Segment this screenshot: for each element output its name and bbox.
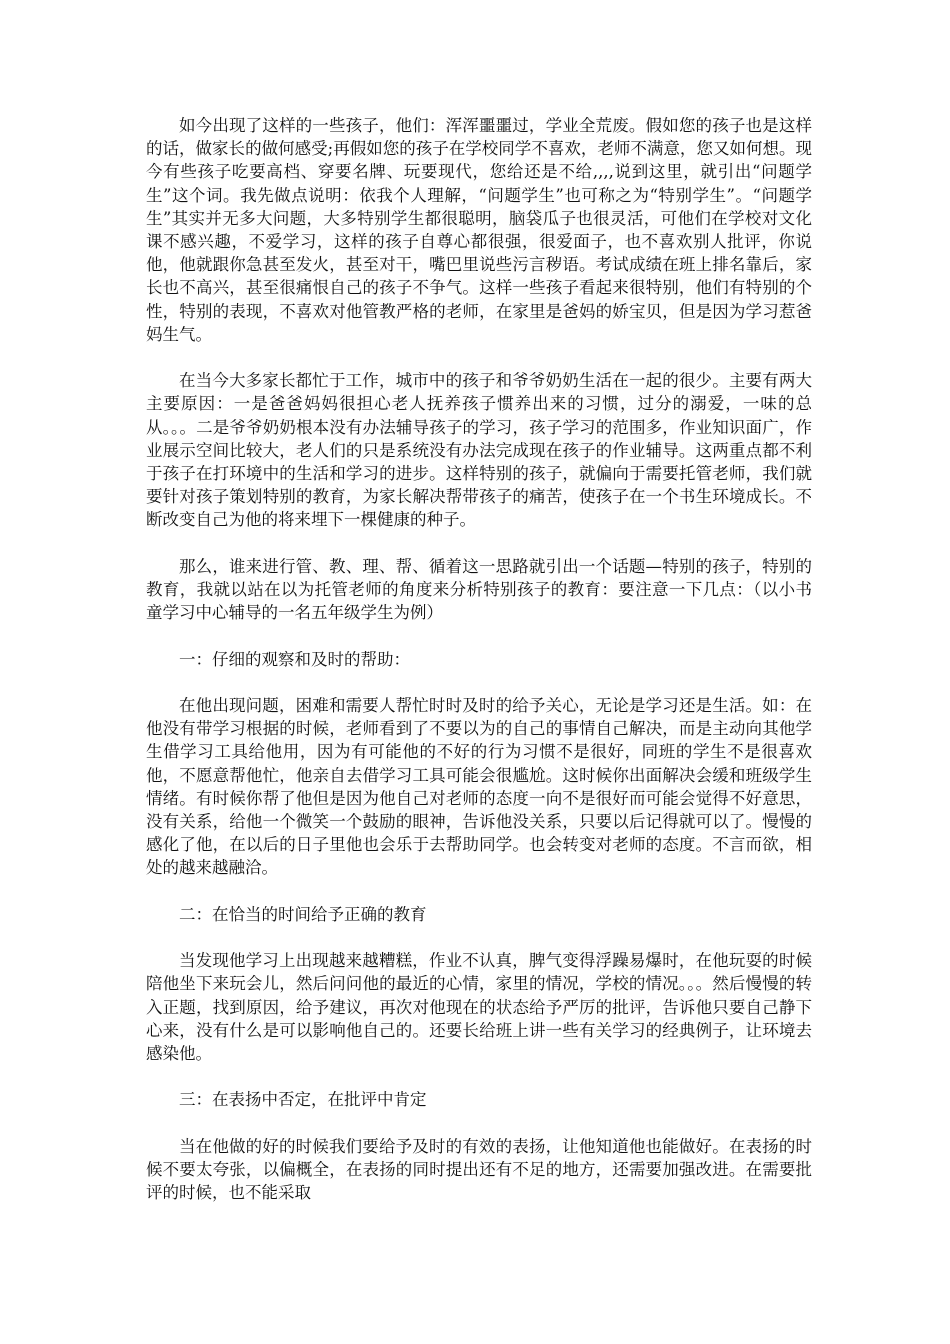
topic-paragraph: 那么，谁来进行管、教、理、帮、循着这一思路就引出一个话题—特别的孩子，特别的教育，我就以站在以为托管老师的角度来分析特别孩子的教育：要注意一下几点：（以小书童学习中心辅导的一名五年级学生为例） [146, 556, 812, 623]
section-heading-2: 二：在恰当的时间给予正确的教育 [179, 904, 427, 924]
intro-paragraph: 如今出现了这样的一些孩子，他们：浑浑噩噩过，学业全荒废。假如您的孩子也是这样的话，做家长的做何感受;再假如您的孩子在学校同学不喜欢，老师不满意，您又如何想。现今有些孩子吃要高档、穿要名牌、玩要现代，您给还是不给,,,,说到这里，就引出“问题学生”这个词。我先做点说明：依我个人理解，“问题学生”也可称之为“特别学生”。“问题学生”其实并无多大问题，大多特别学生都很聪明，脑袋瓜子也很灵活，可他们在学校对文化课不感兴趣，不爱学习，这样的孩子自尊心都很强，很爱面子，也不喜欢别人批评，你说他，他就跟你急甚至发火，甚至对干，嘴巴里说些污言秽语。考试成绩在班上排名靠后，家长也不高兴，甚至很痛恨自己的孩子不争气。这样一些孩子看起来很特别，他们有特别的个性，特别的表现，不喜欢对他管教严格的老师，在家里是爸妈的娇宝贝，但是因为学习惹爸妈生气。 [146, 116, 812, 344]
background-paragraph: 在当今大多家长都忙于工作，城市中的孩子和爷爷奶奶生活在一起的很少。主要有两大主要原因：一是爸爸妈妈很担心老人抚养孩子惯养出来的习惯，过分的溺爱，一味的总从。。。二是爷爷奶奶根本没有办法辅导孩子的学习，孩子学习的范围多，作业知识面广，作业展示空间比较大，老人们的只是系统没有办法完成现在孩子的作业辅导。这两重点都不利于孩子在打环境中的生活和学习的进步。这样特别的孩子，就偏向于需要托管老师，我们就要针对孩子策划特别的教育，为家长解决帮带孩子的痛苦，使孩子在一个书生环境成长。不断改变自己为他的将来埋下一棵健康的种子。 [146, 371, 812, 530]
section-body-2: 当发现他学习上出现越来越糟糕，作业不认真，脾气变得浮躁易爆时，在他玩耍的时候陪他坐下来玩会儿，然后问问他的最近的心情，家里的情况，学校的情况。。。然后慢慢的转入正题，找到原因，给予建议，再次对他现在的状态给予严厉的批评，告诉他只要自己静下心来，没有什么是可以影响他自己的。还要长给班上讲一些有关学习的经典例子，让环境去感染他。 [146, 951, 812, 1064]
section-heading-1: 一：仔细的观察和及时的帮助： [179, 649, 410, 669]
section-body-1: 在他出现问题，困难和需要人帮忙时时及时的给予关心，无论是学习还是生活。如：在他没有带学习根据的时候，老师看到了不要以为的自己的事情自己解决，而是主动向其他学生借学习工具给他用，因为有可能他的不好的行为习惯不是很好，同班的学生不是很喜欢他，不愿意帮他忙，他亲自去借学习工具可能会很尴尬。这时候你出面解决会缓和班级学生情绪。有时候你帮了他但是因为他自己对老师的态度一向不是很好而可能会觉得不好意思，没有关系，给他一个微笑一个鼓励的眼神，告诉他没关系，只要以后记得就可以了。慢慢的感化了他，在以后的日子里他也会乐于去帮助同学。也会转变对老师的态度。不言而欲，相处的越来越融洽。 [146, 696, 812, 878]
document-page [146, 114, 812, 1228]
section-heading-3: 三：在表扬中否定，在批评中肯定 [179, 1090, 427, 1110]
section-body-3: 当在他做的好的时候我们要给予及时的有效的表扬，让他知道他也能做好。在表扬的时候不要太夸张，以偏概全，在表扬的同时提出还有不足的地方，还需要加强改进。在需要批评的时候，也不能采取 [146, 1136, 812, 1203]
